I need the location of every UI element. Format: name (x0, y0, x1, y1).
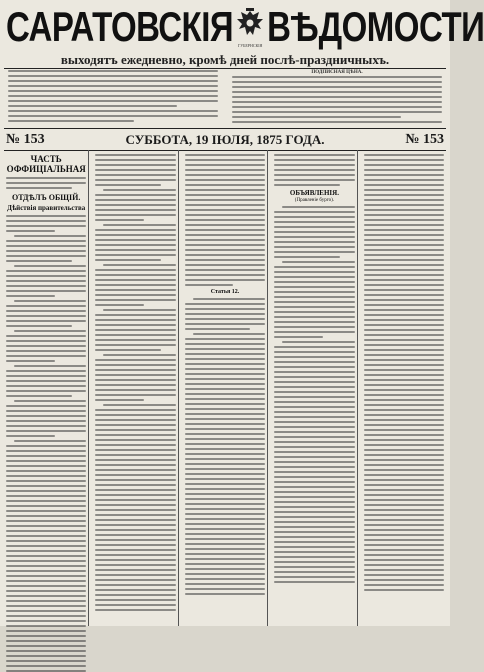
section-title: ОТДѢЛЪ ОБЩІЙ. (12, 193, 81, 202)
text-columns (4, 150, 446, 626)
masthead (6, 3, 484, 50)
subscription-notice (6, 70, 220, 126)
double-headed-eagle-icon (233, 7, 267, 47)
column-4-body-top (272, 154, 356, 186)
column-1-body (4, 215, 88, 672)
subsection-title: Дѣйствія правительства (7, 204, 86, 212)
part-title: ЧАСТЬ ОФФИЦІАЛЬНАЯ (6, 154, 86, 174)
issue-number-left: № 153 (6, 132, 45, 147)
subscription-price-table (230, 70, 444, 126)
column-3-body-top (183, 154, 267, 286)
announcements-subheading: (Правленіе бурго). (294, 198, 335, 203)
masthead-title-left: САРАТОВСКІЯ (6, 3, 234, 50)
column-3 (183, 150, 268, 626)
column-2 (93, 150, 178, 626)
issue-number-right: № 153 (405, 132, 444, 147)
info-row (6, 70, 444, 126)
issue-bar (0, 130, 450, 150)
masthead-subtitle: выходятъ ежедневно, кромѣ дней послѣ-праздничныхъ. (60, 52, 390, 67)
column-5-body (362, 154, 446, 591)
column-4-body (272, 206, 356, 583)
rule-top (4, 68, 446, 69)
column-1 (4, 150, 89, 626)
masthead-title-right: ВѢДОМОСТИ (267, 3, 484, 50)
price-table-heading: ПОДПИСНАЯ ЦѢНА. (311, 70, 363, 75)
column-5 (362, 150, 446, 626)
announcements-heading: ОБЪЯВЛЕНІЯ. (289, 189, 339, 197)
column-4 (272, 150, 357, 626)
column-3-body-bottom (183, 298, 267, 595)
emblem-caption: ГУБЕРНСКІЯ (237, 43, 263, 48)
rule-mid (4, 128, 446, 129)
issue-date: СУББОТА, 19 ІЮЛЯ, 1875 ГОДА. (125, 132, 325, 147)
article-title: Статья 12. (210, 289, 240, 295)
column-2-body (93, 154, 177, 611)
